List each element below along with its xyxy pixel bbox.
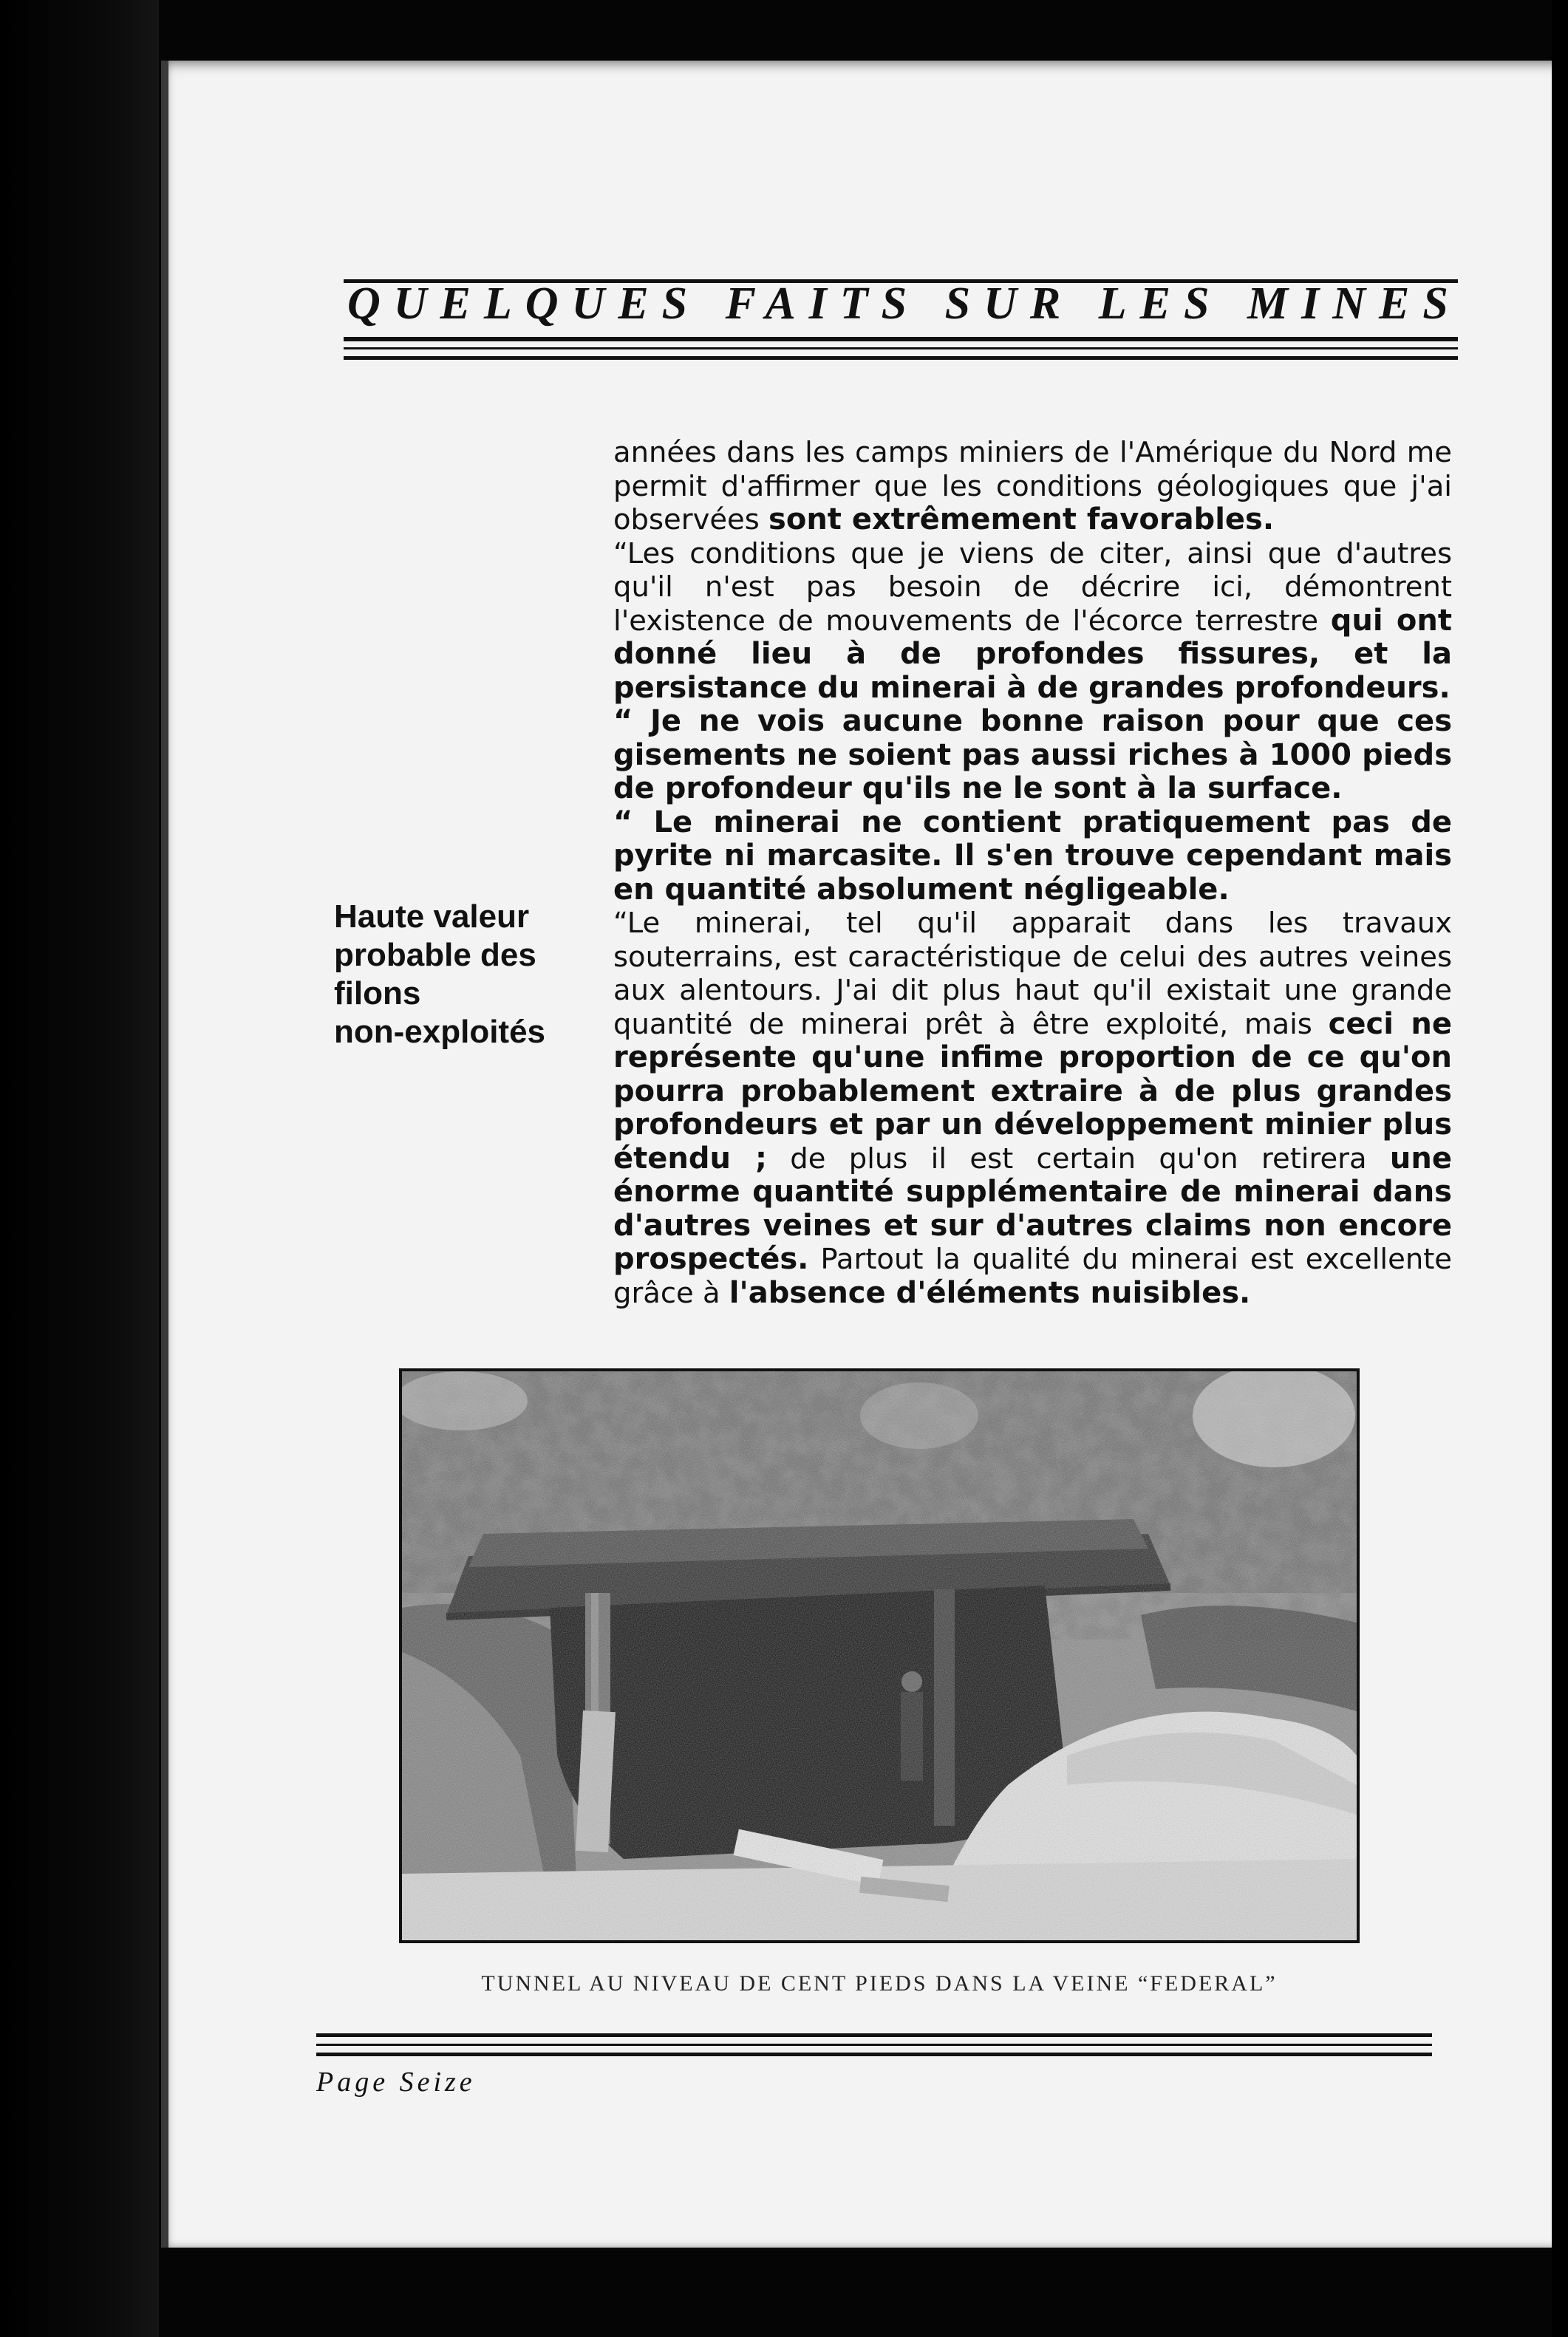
paragraph-4-emphasis: “ Le minerai ne contient pratiquement pas de pyrite ni marcasite. Il s'en trouve cependant mais en quantité absolument négligeable. — [613, 805, 1452, 907]
sidebar-note-line: probable des — [334, 937, 536, 973]
footer-rule-2 — [316, 2044, 1432, 2046]
header-rule-bottom-3 — [344, 356, 1458, 360]
paragraph-4 — [613, 806, 1452, 907]
paragraph-5-emphasis-b: une énorme quantité supplémentaire de minerai dans d'autres veines et sur d'autres claims non encore prospectés. — [613, 1141, 1453, 1276]
paragraph-3 — [613, 705, 1452, 806]
paragraph-2-emphasis: qui ont donné lieu à de profondes fissures, et la persistance du minerai à de grandes profondeurs. — [613, 603, 1453, 705]
sidebar-note — [334, 898, 578, 1051]
paragraph-1 — [613, 436, 1452, 537]
footer-rule-1 — [316, 2033, 1432, 2037]
paragraph-1-emphasis: sont extrêmement favorables. — [768, 502, 1275, 536]
sidebar-note-line: filons — [334, 975, 421, 1011]
paragraph-5-emphasis-c: l'absence d'éléments nuisibles. — [729, 1275, 1251, 1310]
page-number-label: Page Seize — [316, 2067, 476, 2098]
paragraph-5-emphasis-a: ceci ne représente qu'une infime proportion de ce qu'on pourra probablement extraire à de plus grandes profondeurs et par un développement minier plus étendu ; — [613, 1006, 1452, 1176]
paragraph-5 — [613, 907, 1452, 1310]
article-body — [613, 436, 1452, 1310]
photo-caption: TUNNEL AU NIVEAU DE CENT PIEDS DANS LA VEINE “FEDERAL” — [481, 1971, 1278, 1996]
paragraph-5-text-a: “Le minerai, tel qu'il apparait dans les travaux souterrains, est caractéristique de celui des autres veines aux alentours. J'ai dit plus haut qu'il existait une grande quantité de minerai prêt à être exploité, mais — [613, 907, 1452, 1041]
page-binding-edge — [161, 61, 168, 2248]
header-rule-bottom-1 — [344, 337, 1458, 341]
paragraph-2-text: “Les conditions que je viens de citer, ainsi que d'autres qu'il n'est pas besoin de décrire ici, démontrent l'existence de mouvements de l'écorce terrestre — [613, 536, 1452, 638]
page-title: QUELQUES FAITS SUR LES MINES — [347, 279, 1462, 329]
tunnel-photo — [399, 1368, 1360, 1943]
paragraph-5-text-b: de plus il est certain qu'on retirera — [766, 1142, 1390, 1176]
paragraph-1-text: années dans les camps miniers de l'Amérique du Nord me permit d'affirmer que les conditions géologiques que j'ai observées — [613, 436, 1452, 536]
paragraph-2 — [613, 537, 1452, 706]
scan-margin-right — [1552, 0, 1568, 2337]
sidebar-note-line: non-exploités — [334, 1014, 546, 1050]
footer-rule-3 — [316, 2053, 1432, 2056]
scan-margin-left — [0, 0, 159, 2337]
paragraph-5-text-c: Partout la qualité du minerai est excellente grâce à — [613, 1243, 1452, 1310]
paragraph-3-emphasis: “ Je ne vois aucune bonne raison pour que ces gisements ne soient pas aussi riches à 1000 pieds de profondeur qu'ils ne le sont à la surface. — [613, 704, 1452, 805]
sidebar-note-line: Haute valeur — [334, 898, 530, 935]
header-rule-bottom-2 — [344, 347, 1458, 349]
